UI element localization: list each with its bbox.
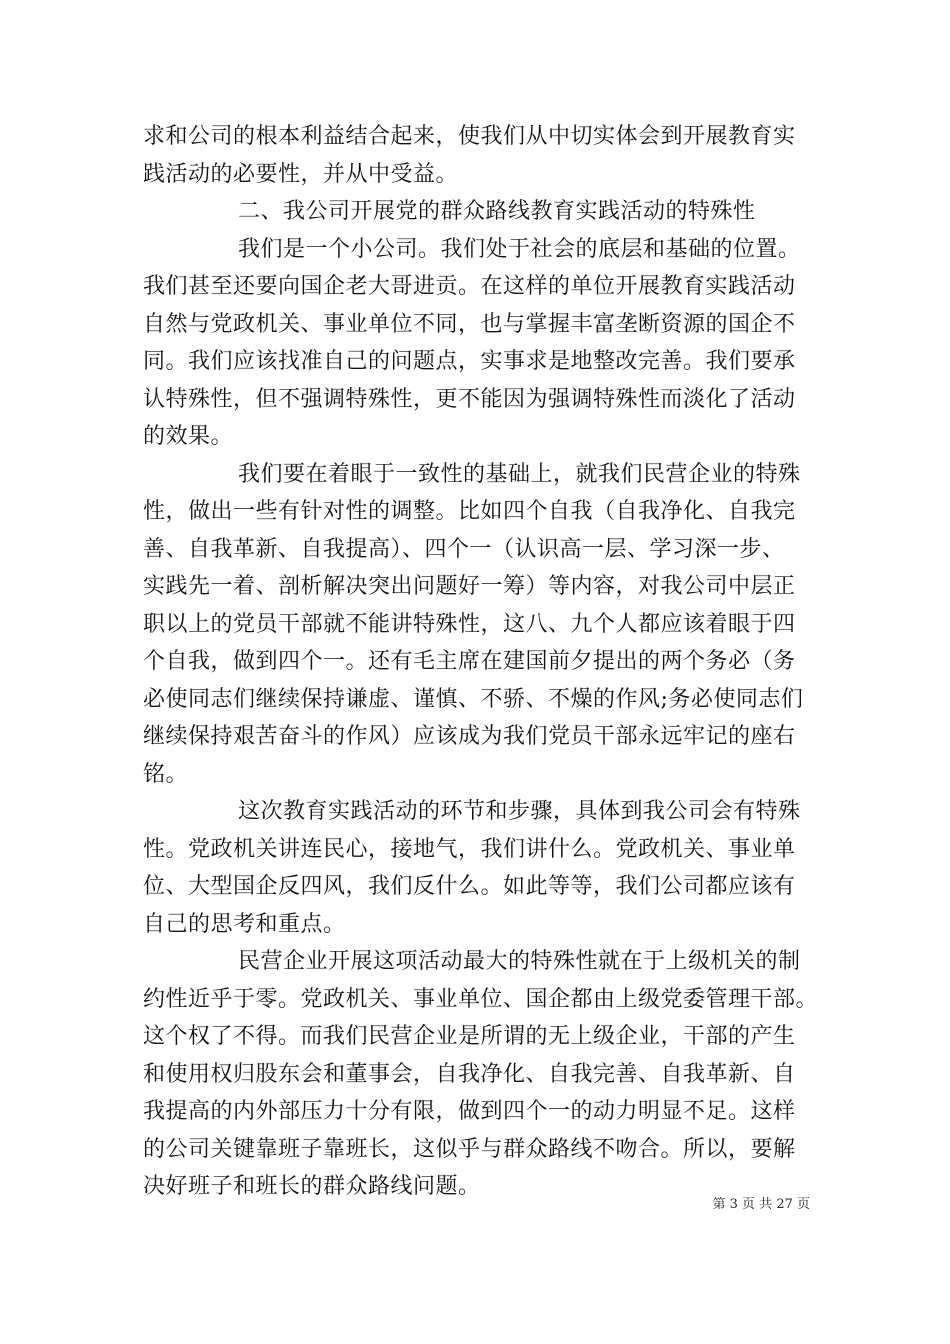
text-line: 决好班子和班长的群众路线问题。	[143, 1174, 481, 1199]
text-line: 自己的思考和重点。	[143, 911, 346, 937]
paragraph-first-line: 二、我公司开展党的群众路线教育实践活动的特殊性	[238, 199, 756, 224]
text-line: 我提高的内外部压力十分有限，做到四个一的动力明显不足。这样	[143, 1099, 796, 1124]
paragraph-first-line: 这次教育实践活动的环节和步骤，具体到我公司会有特殊	[238, 799, 801, 824]
text-line: 我们甚至还要向国企老大哥进贡。在这样的单位开展教育实践活动	[143, 274, 796, 299]
text-line: 认特殊性，但不强调特殊性，更不能因为强调特殊性而淡化了活动	[143, 386, 796, 412]
paragraph-first-line: 民营企业开展这项活动最大的特殊性就在于上级机关的制	[238, 949, 801, 974]
text-line: 的公司关键靠班子靠班长，这似乎与群众路线不吻合。所以，要解	[143, 1136, 796, 1162]
paragraph-first-line: 我们是一个小公司。我们处于社会的底层和基础的位置。	[238, 236, 801, 262]
text-line: 继续保持艰苦奋斗的作风）应该成为我们党员干部永远牢记的座右	[143, 724, 796, 749]
text-line: 实践先一着、剖析解决突出问题好一筹）等内容，对我公司中层正	[143, 574, 796, 599]
text-line: 职以上的党员干部就不能讲特殊性，这八、九个人都应该着眼于四	[143, 611, 796, 637]
text-line: 践活动的必要性，并从中受益。	[143, 161, 459, 187]
text-line: 个自我，做到四个一。还有毛主席在建国前夕提出的两个务必（务	[143, 649, 796, 674]
text-line: 位、大型国企反四风，我们反什么。如此等等，我们公司都应该有	[143, 874, 796, 899]
text-line: 性。党政机关讲连民心，接地气，我们讲什么。党政机关、事业单	[143, 836, 796, 862]
text-line: 同。我们应该找准自己的问题点，实事求是地整改完善。我们要承	[143, 349, 796, 374]
text-line: 和使用权归股东会和董事会，自我净化、自我完善、自我革新、自	[143, 1061, 796, 1087]
page-number-footer: 第 3 页 共 27 页	[712, 1197, 810, 1212]
text-line: 约性近乎于零。党政机关、事业单位、国企都由上级党委管理干部。	[143, 986, 819, 1012]
text-line: 性，做出一些有针对性的调整。比如四个自我（自我净化、自我完	[143, 499, 796, 524]
text-line: 自然与党政机关、事业单位不同，也与掌握丰富垄断资源的国企不	[143, 311, 796, 337]
text-line: 善、自我革新、自我提高）、四个一（认识高一层、学习深一步、	[143, 536, 785, 562]
paragraph-first-line: 我们要在着眼于一致性的基础上，就我们民营企业的特殊	[238, 461, 801, 487]
text-line: 求和公司的根本利益结合起来，使我们从中切实体会到开展教育实	[143, 124, 796, 149]
text-line: 铭。	[143, 761, 189, 787]
text-line: 这个权了不得。而我们民营企业是所谓的无上级企业，干部的产生	[143, 1024, 796, 1049]
text-line: 的效果。	[143, 424, 234, 449]
text-line: 必使同志们继续保持谦虚、谨慎、不骄、不燥的作风;务必使同志们	[143, 686, 804, 712]
document-body	[143, 118, 819, 1206]
